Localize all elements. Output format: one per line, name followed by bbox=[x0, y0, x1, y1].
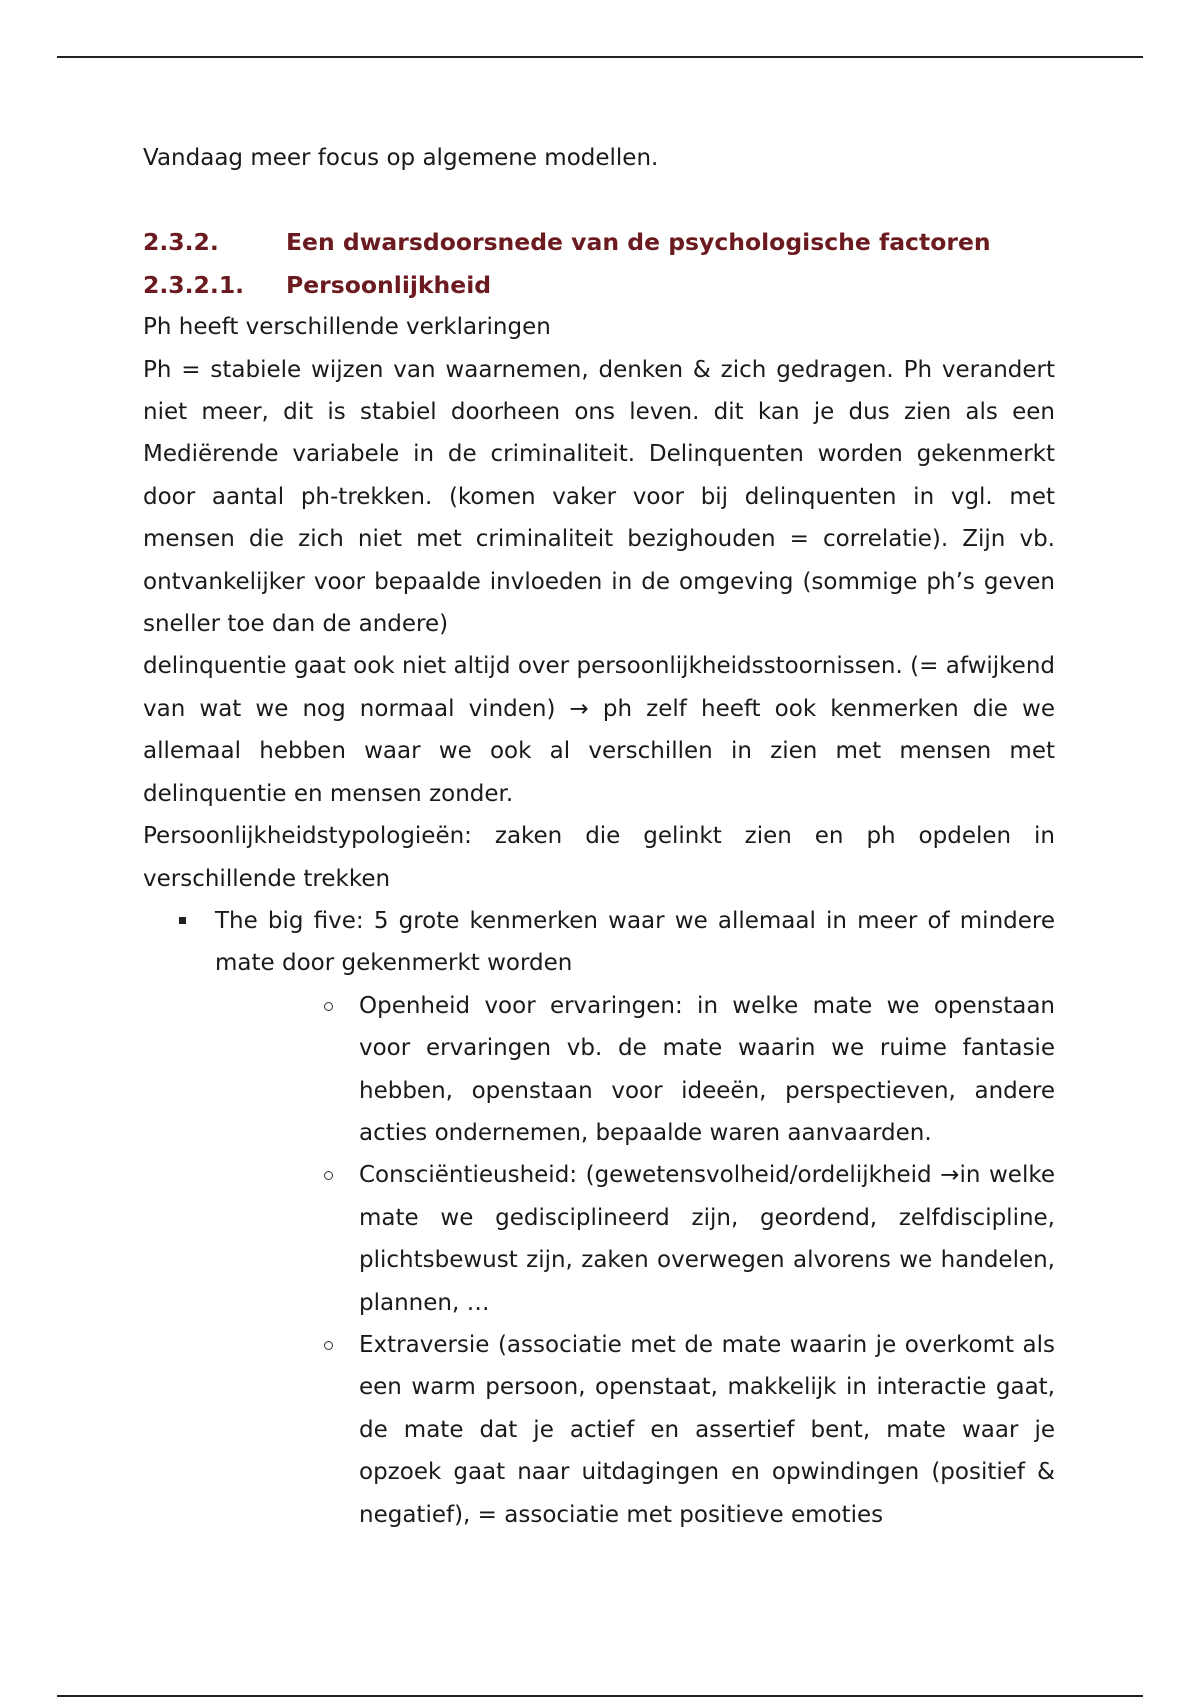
intro-text: Vandaag meer focus op algemene modellen. bbox=[143, 145, 659, 171]
circle-bullet-icon bbox=[324, 1002, 333, 1011]
section-title: Een dwarsdoorsnede van de psychologische factoren bbox=[286, 228, 991, 257]
section-number: 2.3.2. bbox=[143, 228, 219, 257]
spacer bbox=[143, 179, 1055, 221]
square-bullet-icon bbox=[179, 917, 186, 924]
sub-list-item bbox=[215, 1154, 1055, 1324]
paragraph: delinquentie gaat ook niet altijd over persoonlijkheidsstoornissen. (= afwijkend van wat we nog normaal vinden) → ph zelf heeft ook kenmerken die we allemaal hebben waar we ook al verschillen in zien met mensen met delinquentie en mensen zonder. bbox=[143, 653, 1055, 807]
sub-list-item bbox=[215, 1324, 1055, 1536]
footer-rule bbox=[57, 1695, 1143, 1697]
list-item-text: The big five: 5 grote kenmerken waar we allemaal in meer of mindere mate door gekenmerkt worden bbox=[215, 907, 1055, 977]
circle-bullet-icon bbox=[324, 1341, 333, 1350]
paragraph: Ph heeft verschillende verklaringen bbox=[143, 314, 551, 341]
circle-bullet-icon bbox=[324, 1171, 333, 1180]
list-item bbox=[143, 900, 1055, 1536]
sub-bullet-list bbox=[215, 985, 1055, 1536]
section-heading bbox=[143, 221, 1055, 263]
paragraph: Ph = stabiele wijzen van waarnemen, denken & zich gedragen. Ph verandert niet meer, dit is stabiel doorheen ons leven. dit kan je dus zien als een Mediërende variabele in de criminaliteit. Delinquenten worden gekenmerkt door aantal ph-trekken. (komen vaker voor bij delinquenten in vgl. met mensen die zich niet met criminaliteit bezighouden = correlatie). Zijn vb. ontvankelijker voor bepaalde invloeden in de omgeving (sommige ph’s geven sneller toe dan de andere) bbox=[143, 356, 1055, 638]
sub-list-item bbox=[215, 985, 1055, 1155]
bullet-list bbox=[143, 900, 1055, 1536]
sub-list-item-text: Openheid voor ervaringen: in welke mate we openstaan voor ervaringen vb. de mate waarin we ruime fantasie hebben, openstaan voor ideeën, perspectieven, andere acties ondernemen, bepaalde waren aanvaarden. bbox=[359, 992, 1055, 1146]
header-rule bbox=[57, 56, 1143, 58]
subsection-number: 2.3.2.1. bbox=[143, 270, 245, 299]
sub-list-item-text: Consciëntieusheid: (gewetensvolheid/ordelijkheid →in welke mate we gedisciplineerd zijn, geordend, zelfdiscipline, plichtsbewust zijn, zaken overwegen alvorens we handelen, plannen, … bbox=[359, 1162, 1055, 1316]
subsection-heading bbox=[143, 264, 1055, 306]
sub-list-item-text: Extraversie (associatie met de mate waarin je overkomt als een warm persoon, openstaat, makkelijk in interactie gaat, de mate dat je actief en assertief bent, mate waar je opzoek gaat naar uitdagingen en opwindingen (positief & negatief), = associatie met positieve emoties bbox=[359, 1331, 1055, 1528]
document-page bbox=[143, 137, 1055, 1536]
paragraph: Persoonlijkheidstypologieën: zaken die gelinkt zien en ph opdelen in verschillende trekken bbox=[143, 823, 1055, 892]
subsection-title: Persoonlijkheid bbox=[286, 270, 492, 299]
